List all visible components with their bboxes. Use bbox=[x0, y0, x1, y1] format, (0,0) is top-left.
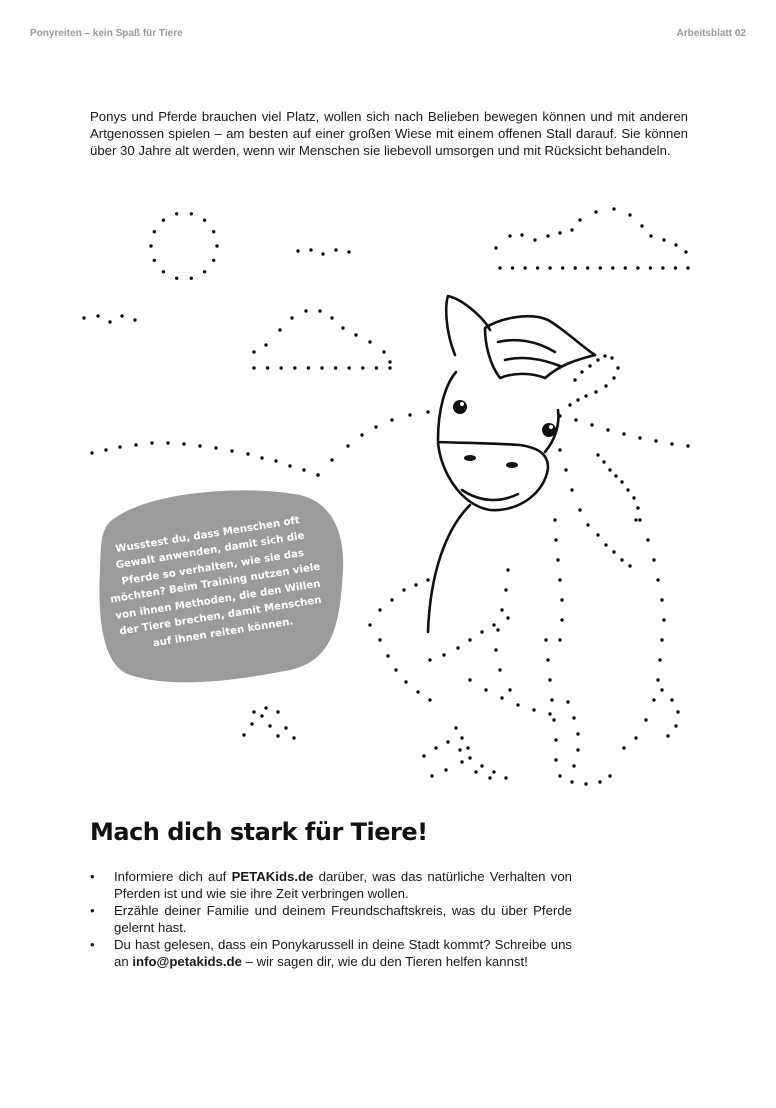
pony-eye-right bbox=[542, 423, 556, 437]
pony-forelock-inner bbox=[498, 340, 555, 352]
pony-nostril-right bbox=[506, 462, 518, 468]
intro-paragraph: Ponys und Pferde brauchen viel Platz, wollen sich nach Belieben bewegen können und mit anderen Artgenossen spielen – am besten auf einer großen Wiese mit einem offenen Stall darauf. Sie können über 30 Jahre alt werden, wenn wir Menschen sie liebevoll umsorgen und mit Rücksicht behandeln. bbox=[90, 109, 688, 158]
pony-neck bbox=[428, 505, 470, 632]
list-item: • Erzähle deiner Familie und deinem Freundschaftskreis, was du über Pferde gelernt hast. bbox=[90, 902, 572, 936]
pony-eye-left bbox=[453, 400, 467, 414]
dot-to-dot-illustration bbox=[0, 190, 776, 810]
section-heading: Mach dich stark für Tiere! bbox=[90, 818, 428, 846]
pony-nostril-left bbox=[464, 455, 476, 461]
pony-ear bbox=[446, 296, 490, 355]
tips-list bbox=[90, 868, 572, 970]
worksheet-number: Arbeitsblatt 02 bbox=[676, 28, 746, 39]
list-item: • Du hast gelesen, dass ein Ponykarussell in deine Stadt kommt? Schreibe uns an info@petakids.de – wir sagen dir, wie du den Tieren helfen kannst! bbox=[90, 936, 572, 970]
pony-forelock-inner-2 bbox=[505, 358, 560, 366]
list-item: • Informiere dich auf PETAKids.de darüber, was das natürliche Verhalten von Pferden ist und wie sie ihre Zeit verbringen wollen. bbox=[90, 868, 572, 902]
pony-mouth bbox=[462, 490, 518, 500]
dot-path bbox=[82, 207, 689, 785]
email-link: info@petakids.de bbox=[132, 954, 242, 969]
header-title: Ponyreiten – kein Spaß für Tiere bbox=[30, 28, 183, 39]
pony-forelock bbox=[485, 316, 595, 378]
pony-features bbox=[453, 400, 556, 468]
fact-box-text: Wusstest du, dass Menschen oft Gewalt anwenden, damit sich die Pferde so verhalten, wie sie das möchten? Beim Training nutzen viele von ihnen Methoden, die den Willen der Tiere brechen, damit Menschen auf ihnen reiten können. bbox=[109, 514, 323, 650]
website-link: PETAKids.de bbox=[231, 869, 314, 884]
